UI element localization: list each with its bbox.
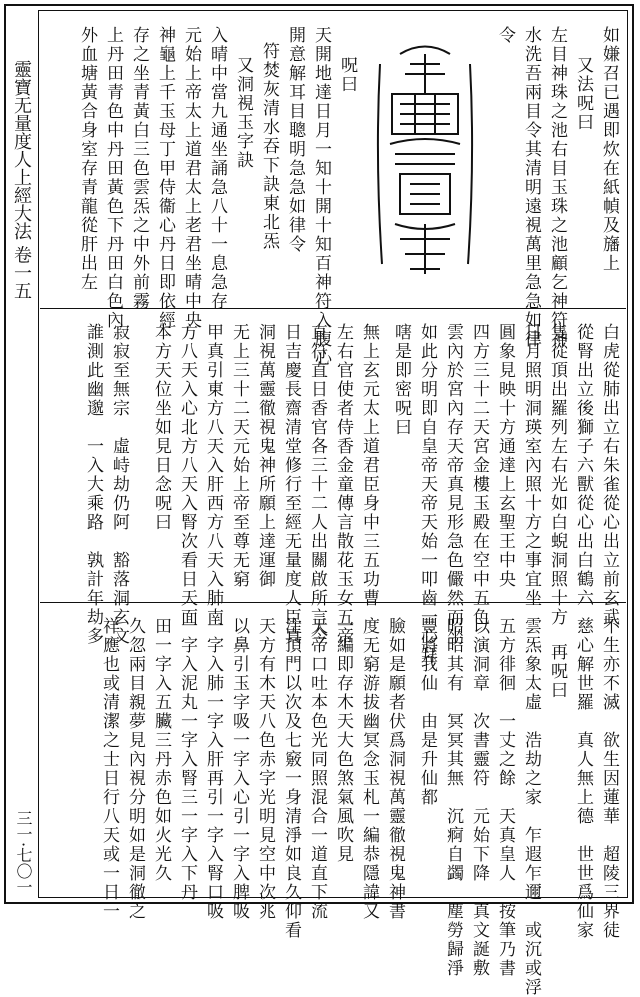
text-column: 田一字入五臟三丹赤色如火光久 [151,617,171,883]
text-column: 天帝口吐本色光同照混合一道直下流 [307,617,327,921]
text-column: 豐將我仙 由是升仙都 [417,617,437,807]
text-column: 如此分明即自皇帝天帝天始一叩齒一心拜 [417,323,437,665]
text-column: 一編即存木天大色煞氣風吹見 [333,617,353,864]
text-column: 存之坐青黃白三色雲炁之中外前霧 [129,26,149,311]
text-column: 符焚灰清水吞下訣東北炁 [259,42,279,251]
text-column: 元始上帝太上道君太上老君坐晴中央 [181,26,201,330]
text-column: 不生亦不滅 欲生因蓮華 超陵三界徒 [599,617,619,940]
text-column: 一字入肺一字入肝再引一字入腎口吸 [203,617,223,921]
text-column: 外血塘黃合身室存青龍從肝出左 [77,26,97,292]
text-column: 以鼻引玉字吸一字入心引一字入脾吸 [229,617,249,921]
text-column: 雲內於宮內存天帝真見形急色儼然而坐 [443,323,463,646]
text-column: 甲真引東方八天入肝西方八天入肺南 [203,323,223,627]
panel-bottom [40,602,626,997]
text-column: 祥應也或清潔之士日行八天或一日一 [99,617,119,921]
text-column: 嗐是即密呪曰 [391,323,411,437]
text-column: 本方天位坐如見日念呪曰 [151,323,171,532]
text-column: 寂寂至無宗 虛峙劫仍阿 豁落洞玄文 [109,323,129,646]
text-column: 誰測此幽邈 一入大乘路 孰計年劫多 [83,323,103,646]
text-column: 左右官使者侍香金童傳言散花玉女五帝 [333,323,353,646]
panel-top [40,12,626,368]
text-column: 久忽兩目親夢見內視分明如是洞徹之 [125,617,145,921]
text-column: 慈心解世羅 真人無上德 世世爲仙家 [573,617,593,940]
text-column: 注頂門以次及七竅一身清淨如良久仰看 [281,617,301,940]
text-column: 開意解耳目聰明急急如律令 [285,26,305,254]
margin-page-number: 三一·七〇一 [14,810,33,896]
text-column: 再呪曰 [547,643,567,700]
text-column: 又法呪曰 [573,56,593,132]
talisman-drawing [370,34,480,284]
text-column: 日吉慶長齋清堂修行至經无量度人臣真 [281,323,301,646]
text-column: 隻從頂出羅列左右光如白蜺洞照十方 [547,323,567,627]
text-column: 五方徘徊 一丈之餘 天真皇人 按筆乃書 [495,617,515,978]
text-column: 直符直日香官各三十二人出關啟所言今 [307,323,327,646]
text-column: 昭昭其有 冥冥其無 沉痾自蠲 塵勞歸淨 [443,617,463,978]
text-column: 一字入泥丸一字入腎三一字入下丹 [177,617,197,902]
text-column: 神龜上千玉母丁甲侍衞心丹日即依經 [155,26,175,330]
text-column: 水洗吾兩目令其清明遠視萬里急急如律 [521,26,541,349]
text-column: 呪曰 [337,56,357,94]
panel-middle [40,308,626,665]
text-column: 天開地達日月一知十開十知百神符入腹心 [311,26,331,368]
text-column: 无上三十二天元始上帝至尊无窮 [229,323,249,589]
margin-book-title: 靈寶无量度人上經大法 卷一五 [11,60,32,300]
text-column: 以演洞章 次書靈符 元始下降 真文誕敷 [469,617,489,978]
text-column: 如嫌召已遇即炊在紙幀及旛上 [599,26,619,273]
text-column: 日月照明洞瑛室內照十方之事宜坐 [521,323,541,608]
text-column: 方八天入心北方八天入腎次看日天面 [177,323,197,627]
text-column: 令 [495,26,515,45]
text-column: 入晴中當九通坐誦急八十一息急存 [207,26,227,311]
text-column: 白虎從肺出立右朱雀從心出立前玄武 [599,323,619,627]
text-column: 左目神珠之池右目玉珠之池顧乞神符神 [547,26,567,349]
text-column: 洞視萬靈徹視鬼神所願上達運御 [255,323,275,589]
text-column: 又洞視玉字訣 [233,56,253,170]
text-column: 四方三十二天宮金樓玉殿在空中五色 [469,323,489,627]
talisman-figure [370,34,480,284]
text-column: 無上玄元太上道君臣身中三五功曹 [359,323,379,608]
text-column: 天方有木天八色赤字光明見空中次兆 [255,617,275,921]
text-column: 上丹田青色中丹田黃色下丹田白色內 [103,26,123,330]
text-column: 圓象見映十方通達上玄聖王中央 [495,323,515,589]
text-column: 雲炁象太虛 浩劫之家 乍遐乍邇 或沉或浮 [521,617,541,997]
text-column: 從腎出立後獅子六獸從心出白鶴六 [573,323,593,608]
text-column: 度无窮游拔幽冥念玉札一編恭隱諱又 [359,617,379,921]
text-column: 臉如是願者伏爲洞視萬靈徹視鬼神書 [385,617,405,921]
